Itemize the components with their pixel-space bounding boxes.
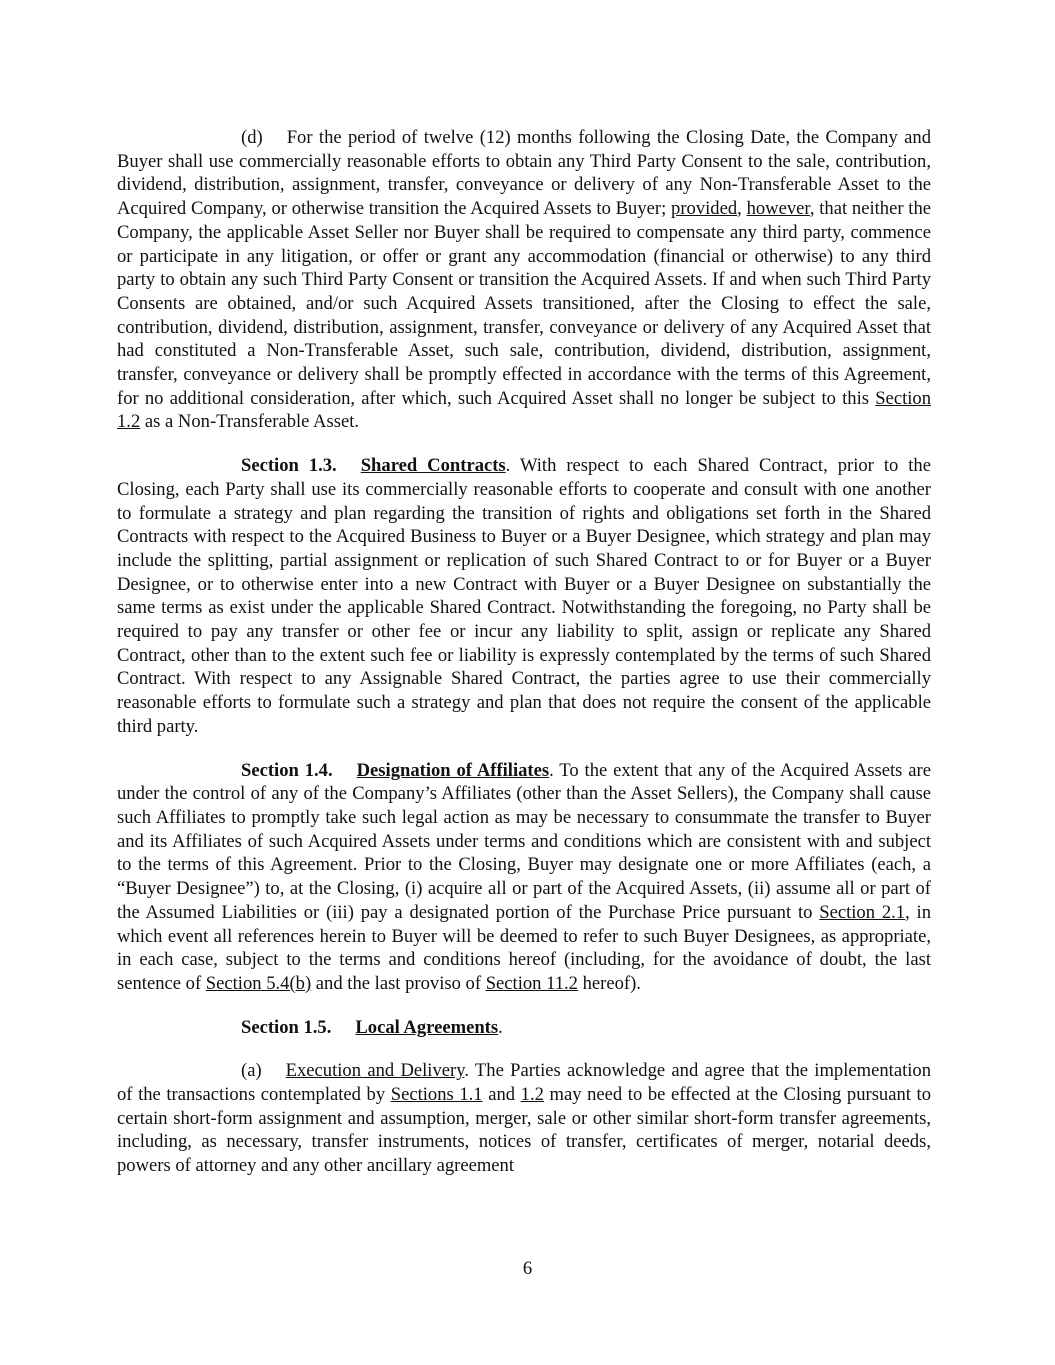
section-1-5: Section 1.5. Local Agreements. [241,1016,503,1038]
section-reference: Section 2.1 [819,901,906,923]
however-term: however [746,198,810,220]
paragraph-title: Execution and Delivery [285,1060,465,1082]
section-reference: Section 11.2 [485,972,578,994]
section-title: Designation of Affiliates [356,759,550,781]
page-number: 6 [522,1258,533,1279]
paragraph-label: (a) [241,1060,262,1082]
paragraph-a: (a) Execution and Delivery. The Parties acknowledge and agree that the implementation of the transactions contemplated by Sections 1.1 and 1.2 may need to be effected at the Closing pursuant to certain short-form assignment and assumption, merger, sale or other similar short-form transfer agreements, including, as necessary, transfer instruments, notices of transfer, certificates of merger, notarial deeds, powers of attorney and any other ancillary agreement [117,1060,931,1177]
document-page [117,126,931,1178]
section-reference: Section 1.2 [117,387,931,433]
section-title: Local Agreements [355,1016,499,1038]
paragraph-label: (d) [241,127,263,148]
section-title: Shared Contracts [360,455,506,477]
section-1-3: Section 1.3. Shared Contracts. With respect to each Shared Contract, prior to the Closing, each Party shall use its commercially reasonable efforts to cooperate and consult with one another to formulate a strategy and plan regarding the transition of rights and obligations set forth in the Shared Contracts with respect to the Acquired Business to Buyer or a Buyer Designee, which strategy and plan may include the splitting, partial assignment or replication of such Shared Contract to or for Buyer or a Buyer Designee, or to otherwise enter into a new Contract with Buyer or a Buyer Designee on substantially the same terms as exist under the applicable Shared Contract. Notwithstanding the foregoing, no Party shall be required to pay any transfer or other fee or incur any liability to split, assign or replicate any Shared Contract, other than to the extent such fee or liability is expressly contemplated by the terms of such Shared Contract. With respect to any Assignable Shared Contract, the parties agree to use their commercially reasonable efforts to formulate such a strategy and plan that does not require the consent of the applicable third party. [117,455,931,737]
provided-term: provided [671,198,738,220]
section-1-4: Section 1.4. Designation of Affiliates. To the extent that any of the Acquired Assets are under the control of any of the Company’s Affiliates (other than the Asset Sellers), the Company shall cause such Affiliates to promptly take such legal action as may be necessary to consummate the transfer to Buyer and its Affiliates of such Acquired Assets under terms and conditions which are consistent with and subject to the terms of this Agreement. Prior to the Closing, Buyer may designate one or more Affiliates (each, a “Buyer Designee”) to, at the Closing, (i) acquire all or part of the Acquired Assets, (ii) assume all or part of the Assumed Liabilities or (iii) pay a designated portion of the Purchase Price pursuant to Section 2.1, in which event all references herein to Buyer will be deemed to refer to such Buyer Designees, as appropriate, in each case, subject to the terms and conditions hereof (including, for the avoidance of doubt, the last sentence of Section 5.4(b) and the last proviso of Section 11.2 hereof). [117,759,932,994]
paragraph-d: (d) For the period of twelve (12) months following the Closing Date, the Company and Buyer shall use commercially reasonable efforts to obtain any Third Party Consent to the sale, contribution, dividend, distribution, assignment, transfer, conveyance or delivery of any Non-Transferable Asset to the Acquired Company, or otherwise transition the Acquired Assets to Buyer; provided, however, that neither the Company, the applicable Asset Seller nor Buyer shall be required to compensate any third party, commence or participate in any litigation, or offer or grant any accommodation (financial or otherwise) to any third party to obtain any such Third Party Consent or transition the Acquired Assets. If and when such Third Party Consents are obtained, and/or such Acquired Assets transitioned, after the Closing to effect the sale, contribution, dividend, distribution, assignment, transfer, conveyance or delivery of any Acquired Asset that had constituted a Non-Transferable Asset, such sale, contribution, dividend, distribution, assignment, transfer, conveyance or delivery shall be promptly effected in accordance with the terms of this Agreement, for no additional consideration, after which, such Acquired Asset shall no longer be subject to this Section 1.2 as a Non-Transferable Asset. [117,127,931,433]
section-reference: Section 5.4(b) [205,972,312,994]
section-number: Section 1.5. [241,1016,332,1038]
section-reference: Sections 1.1 [390,1084,483,1106]
section-number: Section 1.4. [241,759,333,781]
section-number: Section 1.3. [241,455,337,477]
section-reference: 1.2 [520,1084,544,1106]
